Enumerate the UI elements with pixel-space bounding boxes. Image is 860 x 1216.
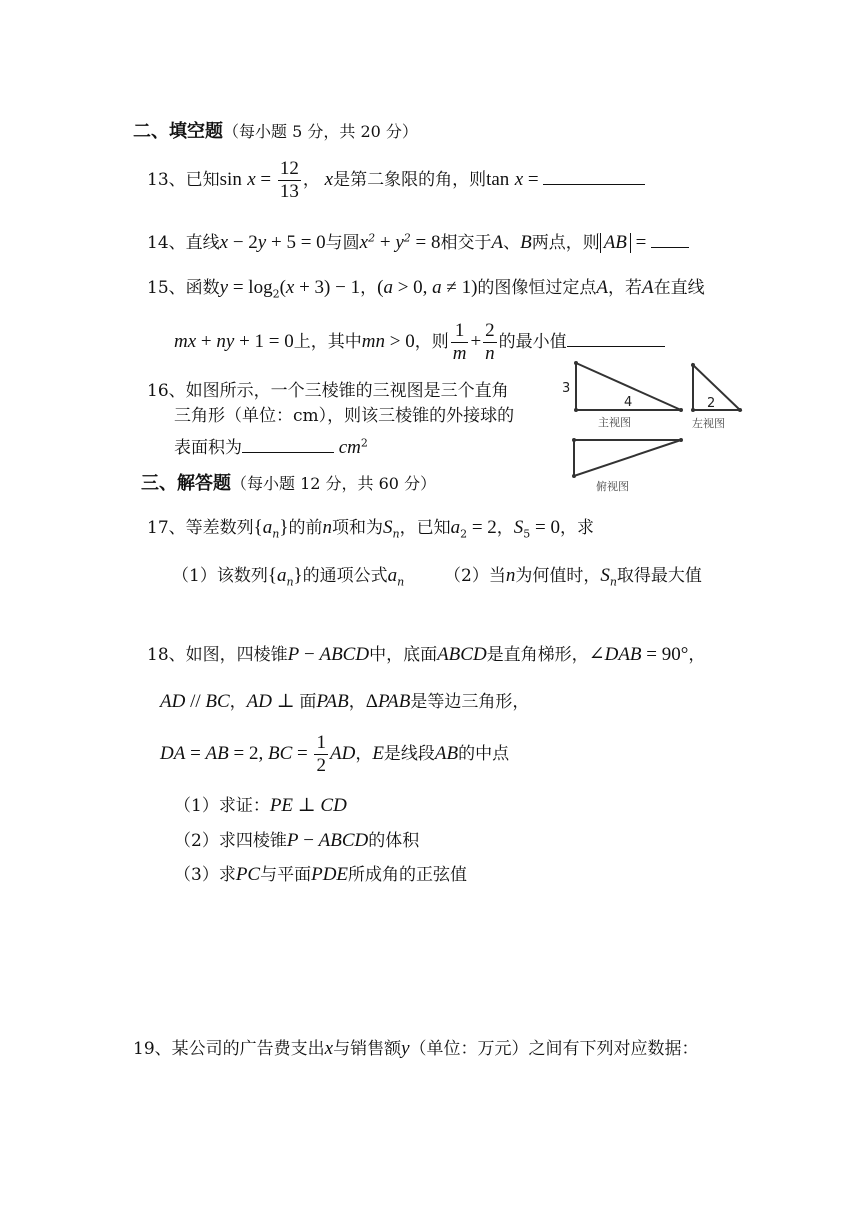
question-18-part-3: （3）求PC与平面PDE所成角的正弦值: [174, 864, 468, 885]
question-14: 14、直线x − 2y + 5 = 0与圆$x^2 + y^2 = 8$相交于A、B两点，则 AB =: [147, 228, 689, 254]
question-18-line-3: DA = AB = 2, BC = $\frac{1}{2}$ AD，E是线段AB的中点: [160, 732, 510, 776]
side-view-triangle: [693, 365, 740, 410]
question-16-line-1: 16、如图所示，一个三棱锥的三视图是三个直角: [147, 381, 509, 401]
q14-answer-blank[interactable]: [651, 231, 689, 248]
side-dim-2: 2: [707, 396, 716, 411]
front-dim-3: 3: [562, 381, 571, 396]
q13-lead: 13、已知: [147, 170, 220, 190]
question-16-line-3: 表面积为 $cm^2$: [174, 436, 368, 458]
q13-answer-blank[interactable]: [543, 168, 645, 185]
section-2-note: （每小题 5 分，共 20 分）: [223, 122, 418, 141]
front-dim-4: 4: [624, 395, 633, 410]
question-15: 15、函数$y = \log_2(x + 3) - 1$，(a > 0, a ≠ 1)的图像恒过定点A，若A在直线: [147, 277, 705, 301]
q16-answer-blank[interactable]: [242, 436, 334, 453]
question-17: 17、等差数列$\{a_n\}$的前n项和为$S_n$，已知$a_2 = 2$，$S_5 = 0$，求: [147, 517, 595, 541]
three-view-figure: [556, 358, 756, 498]
section-3-note: （每小题 12 分，共 60 分）: [231, 474, 437, 493]
q18-fraction: $\frac{1}{2}$: [316, 732, 326, 776]
question-18-part-2: （2）求四棱锥P − ABCD的体积: [174, 830, 420, 851]
question-16-line-2: 三角形（单位：cm），则该三棱锥的外接球的: [174, 406, 515, 426]
question-17-part-2: （2）当n为何值时，$S_n$取得最大值: [444, 565, 702, 589]
section-2-title: 二、填空题: [133, 121, 223, 142]
side-view-label: 左视图: [692, 417, 725, 430]
q15-answer-blank[interactable]: [567, 330, 665, 347]
q13-sin: sin: [219, 169, 242, 190]
question-18-part-1: （1）求证：PE ⊥ CD: [174, 795, 347, 816]
front-view-label: 主视图: [598, 416, 631, 429]
top-view-label: 俯视图: [596, 480, 629, 493]
q15-fraction-2: $\frac{2}{n}$: [485, 320, 495, 364]
question-15-line-2: mx + ny + 1 = 0上，其中mn > 0，则 $\frac{1}{m}$ + $\frac{2}{n}$ 的最小值: [174, 320, 665, 365]
section-2-heading: [133, 117, 418, 143]
question-18: 18、如图，四棱锥P − ABCD中，底面ABCD是直角梯形，∠DAB = 90°，: [147, 644, 706, 665]
question-18-line-2: AD // BC，AD ⊥ 面PAB，ΔPAB是等边三角形，: [160, 691, 530, 712]
question-19: 19、某公司的广告费支出x与销售额y（单位：万元）之间有下列对应数据：: [133, 1038, 699, 1059]
question-17-part-1: （1）该数列$\{a_n\}$的通项公式$a_n$: [172, 565, 405, 589]
section-3-heading: [141, 469, 436, 495]
q15-fraction-1: $\frac{1}{m}$: [452, 320, 467, 364]
question-13: 13、已知sin x = $\frac{12}{13}$ ， x是第二象限的角，则tan x =: [147, 158, 645, 203]
top-view-triangle: [574, 440, 681, 476]
q13-fraction: $\frac{12}{13}$: [279, 158, 299, 202]
section-3-title: 三、解答题: [141, 473, 231, 494]
